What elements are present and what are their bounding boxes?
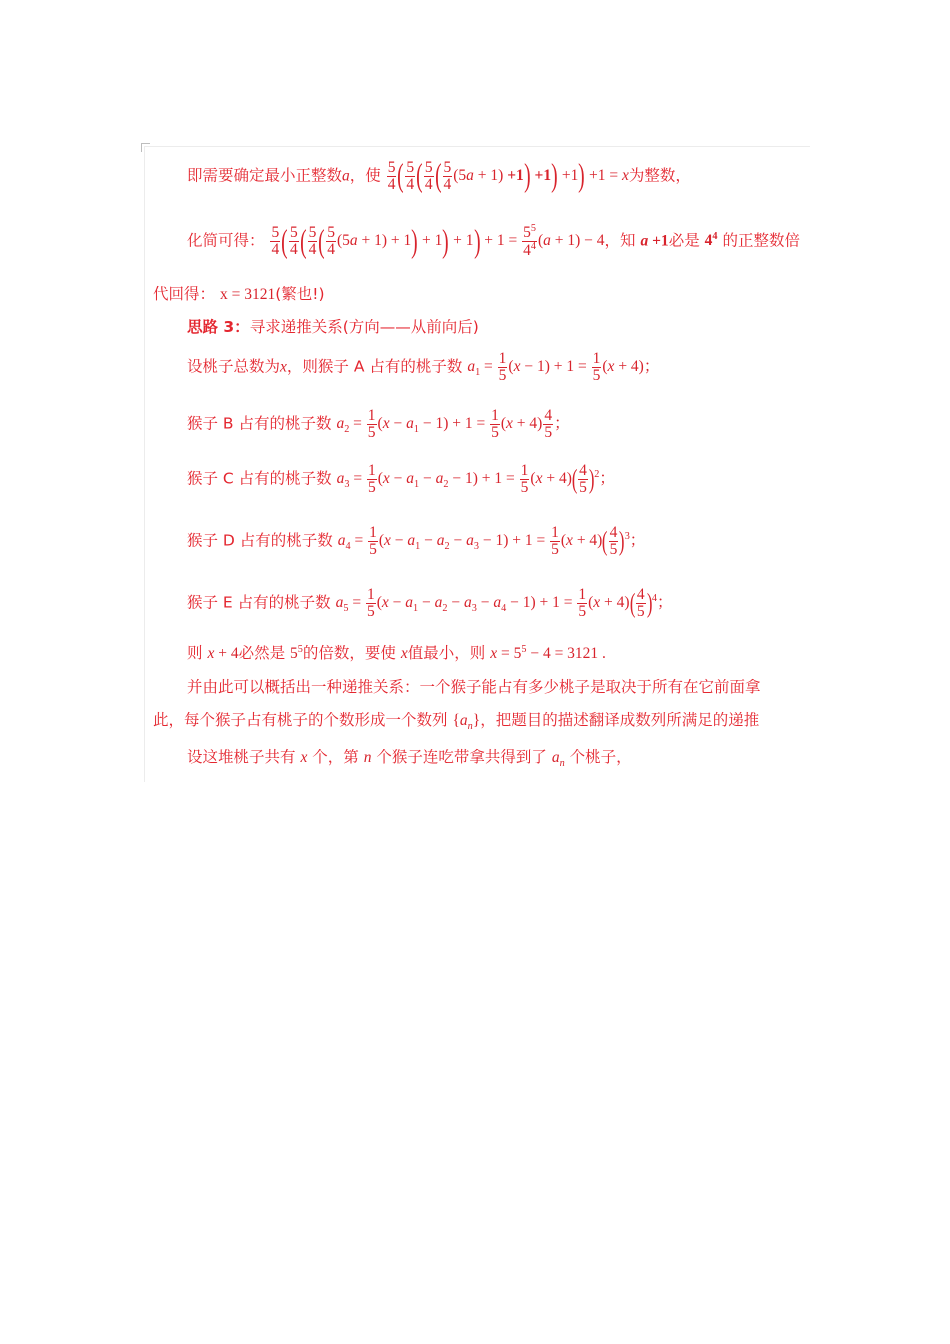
line-5	[187, 351, 659, 385]
line-10-math-d: $x = 5^5 - 4 = 3121$ .	[490, 643, 606, 662]
line-7	[187, 463, 615, 497]
line-1-text-a: 即需要确定最小正整数	[187, 166, 343, 185]
line-2-text-b: ，知	[604, 231, 636, 250]
line-1-text-b: ，使	[349, 166, 381, 185]
line-2-text-c: 必是	[668, 231, 700, 250]
line-10-math-b: $5^5$	[290, 643, 303, 662]
line-8-text: 猴子 D 占有的桃子数	[187, 531, 333, 550]
line-9-text: 猴子 E 占有的桃子数	[187, 593, 331, 612]
line-10-math-c: x	[400, 645, 408, 662]
line-6-formula: $a_2$ = $\frac{1}{5}$ $(x - a_1 - 1) + 1$ = $\frac{1}{5}$ (x + 4) $\frac{4}{5}$ ；	[336, 407, 570, 442]
line-3	[153, 282, 325, 304]
line-2-text-a: 化简可得：	[187, 231, 265, 250]
line-1	[187, 160, 691, 194]
line-10-text-c: 的倍数，要使	[302, 644, 396, 662]
line-5-formula: $a_1$ = $\frac{1}{5}$ (x − 1) + 1 = $\frac{1}{5}$ (x + 4)；	[467, 350, 660, 385]
line-10	[187, 641, 606, 663]
line-13-text-b: 个，第	[312, 748, 359, 766]
line-8	[187, 525, 645, 559]
line-13-text-c: 个猴子连吃带拿共得到了	[376, 748, 547, 766]
line-4	[187, 315, 479, 337]
line-10-math-a: x + 4	[207, 645, 239, 662]
line-10-text-a: 则	[187, 644, 203, 662]
line-13-math-x: x	[300, 749, 308, 766]
line-3-note: (繁也!)	[275, 285, 325, 303]
line-2	[187, 224, 800, 260]
section-heading-text: 寻求递推关系(方向——从前向后)	[249, 318, 479, 336]
line-3-value: x = 3121	[219, 286, 276, 303]
line-5-text-b: ，则猴子 A 占有的桃子数	[286, 357, 463, 376]
line-2-math-a: a +1	[640, 232, 669, 250]
line-13-text-d: 个桃子，	[569, 748, 632, 766]
line-6-text: 猴子 B 占有的桃子数	[187, 414, 332, 433]
line-1-math-a: a	[342, 167, 350, 185]
line-7-text: 猴子 C 占有的桃子数	[187, 469, 332, 488]
line-5-math-x: x	[280, 358, 287, 376]
line-6	[187, 408, 570, 442]
line-7-formula: $a_3$ = $\frac{1}{5}$ $(x - a_1 - a_2 - 1) + 1$ = $\frac{1}{5}$ (x + 4)( $\frac{4}{5}$ )$^2$；	[336, 462, 615, 497]
line-1-text-c: 为整数，	[628, 166, 691, 185]
line-12	[153, 708, 759, 732]
line-10-text-d: 值最小，则	[407, 644, 486, 662]
line-13	[187, 745, 632, 769]
line-12-text-a: 此，每个猴子占有桃子的个数形成一个数列	[153, 711, 448, 729]
line-13-math-n: n	[363, 749, 372, 766]
line-11-text: 并由此可以概括出一种递推关系：一个猴子能占有多少桃子是取决于所有在它前面拿	[187, 678, 761, 696]
line-9	[187, 587, 673, 621]
line-13-text-a: 设这堆桃子共有	[187, 748, 296, 766]
line-2-text-d: 的正整数倍	[722, 231, 800, 250]
line-8-formula: $a_4$ = $\frac{1}{5}$ $(x - a_1 - a_2 - a_3 - 1) + 1$ = $\frac{1}{5}$ (x + 4)( $\frac{4}{5}$ )$^3$；	[337, 524, 646, 559]
line-9-formula: $a_5$ = $\frac{1}{5}$ $(x - a_1 - a_2 - a_3 - a_4 - 1) + 1$ = $\frac{1}{5}$ (x + 4)( $\frac{4}{5}$ )$^4$；	[335, 586, 673, 621]
section-heading-label: 思路 3：	[187, 318, 250, 336]
line-13-math-an: $a_n$	[551, 749, 565, 770]
line-2-formula: $\frac{5}{4}$ ( $\frac{5}{4}$ ( $\frac{5}{4}$ ( $\frac{5}{4}$ (5a + 1) + 1) + 1) + 1) + 1 = $\frac{5^5}{4^4}$ (a + 1) − 4	[271, 223, 605, 260]
line-12-math: $\{a_n\}$	[452, 712, 481, 733]
document-excerpt	[144, 146, 810, 782]
line-11	[187, 675, 761, 697]
line-1-formula: $\frac{5}{4}$ ( $\frac{5}{4}$ ( $\frac{5}{4}$ ( $\frac{5}{4}$ (5a + 1) +1) +1) +1) +1 = x	[387, 158, 629, 195]
line-12-text-b: ，把题目的描述翻译成数列所满足的递推	[480, 711, 760, 729]
line-3-text-a: 代回得：	[153, 285, 216, 303]
line-5-text-a: 设桃子总数为	[187, 357, 281, 376]
line-10-text-b: 必然是	[238, 644, 286, 662]
line-2-math-b: $4^4$	[704, 231, 718, 250]
